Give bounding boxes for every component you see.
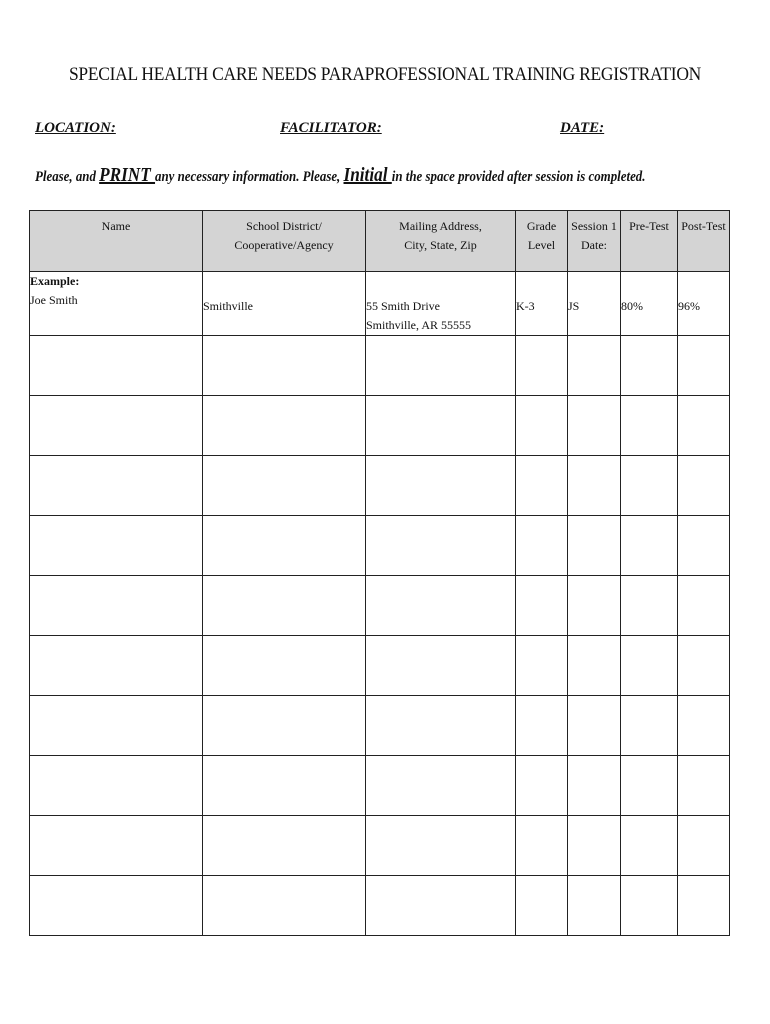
pretest-entry-cell[interactable] [621,876,678,936]
posttest-entry-cell[interactable] [678,396,730,456]
address-entry-cell[interactable] [366,756,516,816]
session-entry-cell[interactable] [568,696,621,756]
form-title: SPECIAL HEALTH CARE NEEDS PARAPROFESSIONAL TRAINING REGISTRATION [68,64,702,85]
header-session-line2: Date: [581,238,607,252]
table-row [30,636,730,696]
grade-entry-cell[interactable] [516,876,568,936]
example-posttest: 96% [678,299,700,313]
grade-entry-cell[interactable] [516,516,568,576]
facilitator-field[interactable] [280,120,382,137]
grade-entry-cell[interactable] [516,636,568,696]
header-district-line2: Cooperative/Agency [234,238,334,252]
name-entry-cell[interactable] [30,456,203,516]
example-pretest: 80% [621,299,643,313]
district-entry-cell[interactable] [203,396,366,456]
posttest-entry-cell[interactable] [678,756,730,816]
session-entry-cell[interactable] [568,816,621,876]
example-session: JS [568,299,580,313]
address-entry-cell[interactable] [366,516,516,576]
name-entry-cell[interactable] [30,876,203,936]
district-entry-cell[interactable] [203,636,366,696]
example-name-cell [30,272,203,336]
table-row [30,816,730,876]
posttest-entry-cell[interactable] [678,696,730,756]
name-entry-cell[interactable] [30,336,203,396]
header-pretest [621,211,678,272]
header-name [30,211,203,272]
grade-entry-cell[interactable] [516,336,568,396]
table-row [30,396,730,456]
district-entry-cell[interactable] [203,336,366,396]
header-grade-line2: Level [527,238,556,252]
district-entry-cell[interactable] [203,576,366,636]
session-entry-cell[interactable] [568,456,621,516]
header-district-line1: School District/ [246,219,322,233]
table-row [30,756,730,816]
grade-entry-cell[interactable] [516,456,568,516]
session-entry-cell[interactable] [568,756,621,816]
example-address-line1: 55 Smith Drive [366,299,440,313]
registration-table [29,210,730,936]
example-label: Example: [30,274,80,288]
example-row [30,272,730,336]
pretest-entry-cell[interactable] [621,696,678,756]
header-address-line2: City, State, Zip [404,238,477,252]
posttest-entry-cell[interactable] [678,576,730,636]
pretest-entry-cell[interactable] [621,396,678,456]
address-entry-cell[interactable] [366,636,516,696]
district-entry-cell[interactable] [203,816,366,876]
grade-entry-cell[interactable] [516,696,568,756]
pretest-entry-cell[interactable] [621,516,678,576]
posttest-entry-cell[interactable] [678,636,730,696]
posttest-entry-cell[interactable] [678,876,730,936]
instructions-print: PRINT [99,164,156,186]
example-grade-cell [516,272,568,336]
name-entry-cell[interactable] [30,696,203,756]
example-pretest-cell [621,272,678,336]
address-entry-cell[interactable] [366,876,516,936]
instructions-part3: in the space provided after session is completed. [391,169,646,185]
grade-entry-cell[interactable] [516,576,568,636]
header-address-line1: Mailing Address, [399,219,482,233]
district-entry-cell[interactable] [203,756,366,816]
session-entry-cell[interactable] [568,576,621,636]
instructions-initial: Initial [343,164,392,186]
example-session-cell [568,272,621,336]
name-entry-cell[interactable] [30,576,203,636]
session-entry-cell[interactable] [568,516,621,576]
example-district: Smithville [203,299,254,313]
district-entry-cell[interactable] [203,516,366,576]
pretest-entry-cell[interactable] [621,576,678,636]
name-entry-cell[interactable] [30,816,203,876]
instructions-part1: Please, and [35,169,100,185]
example-grade: K-3 [516,299,535,313]
pretest-entry-cell[interactable] [621,336,678,396]
address-entry-cell[interactable] [366,336,516,396]
address-entry-cell[interactable] [366,576,516,636]
table-row [30,516,730,576]
example-address-cell [366,272,516,336]
address-entry-cell[interactable] [366,396,516,456]
location-label: LOCATION: [35,120,116,136]
instructions [35,164,645,187]
district-entry-cell[interactable] [203,876,366,936]
pretest-entry-cell[interactable] [621,636,678,696]
district-entry-cell[interactable] [203,456,366,516]
table-row [30,576,730,636]
name-entry-cell[interactable] [30,636,203,696]
header-session [568,211,621,272]
example-name: Joe Smith [30,293,78,307]
grade-entry-cell[interactable] [516,396,568,456]
session-entry-cell[interactable] [568,396,621,456]
table-row [30,876,730,936]
posttest-entry-cell[interactable] [678,816,730,876]
district-entry-cell[interactable] [203,696,366,756]
session-entry-cell[interactable] [568,336,621,396]
table-row [30,456,730,516]
header-grade [516,211,568,272]
location-field[interactable] [35,120,116,137]
name-entry-cell[interactable] [30,516,203,576]
example-posttest-cell [678,272,730,336]
header-district [203,211,366,272]
date-field[interactable] [560,120,604,137]
header-name-text: Name [101,219,131,233]
name-entry-cell[interactable] [30,756,203,816]
pretest-entry-cell[interactable] [621,816,678,876]
posttest-entry-cell[interactable] [678,336,730,396]
pretest-entry-cell[interactable] [621,756,678,816]
header-pretest-text: Pre-Test [629,219,669,233]
session-entry-cell[interactable] [568,636,621,696]
header-posttest [678,211,730,272]
address-entry-cell[interactable] [366,696,516,756]
header-grade-line1: Grade [526,219,557,233]
table-header-row [30,211,730,272]
pretest-entry-cell[interactable] [621,456,678,516]
name-entry-cell[interactable] [30,396,203,456]
header-session-line1: Session 1 [571,219,617,233]
example-district-cell [203,272,366,336]
address-entry-cell[interactable] [366,816,516,876]
facilitator-label: FACILITATOR: [280,120,382,136]
address-entry-cell[interactable] [366,456,516,516]
instructions-part2: any necessary information. Please, [155,169,344,185]
posttest-entry-cell[interactable] [678,456,730,516]
posttest-entry-cell[interactable] [678,516,730,576]
header-fields [35,120,740,144]
header-address [366,211,516,272]
grade-entry-cell[interactable] [516,756,568,816]
date-label: DATE: [560,120,605,136]
table-row [30,696,730,756]
session-entry-cell[interactable] [568,876,621,936]
grade-entry-cell[interactable] [516,816,568,876]
table-row [30,336,730,396]
example-address-line2: Smithville, AR 55555 [366,318,472,332]
header-posttest-text: Post-Test [681,219,726,233]
